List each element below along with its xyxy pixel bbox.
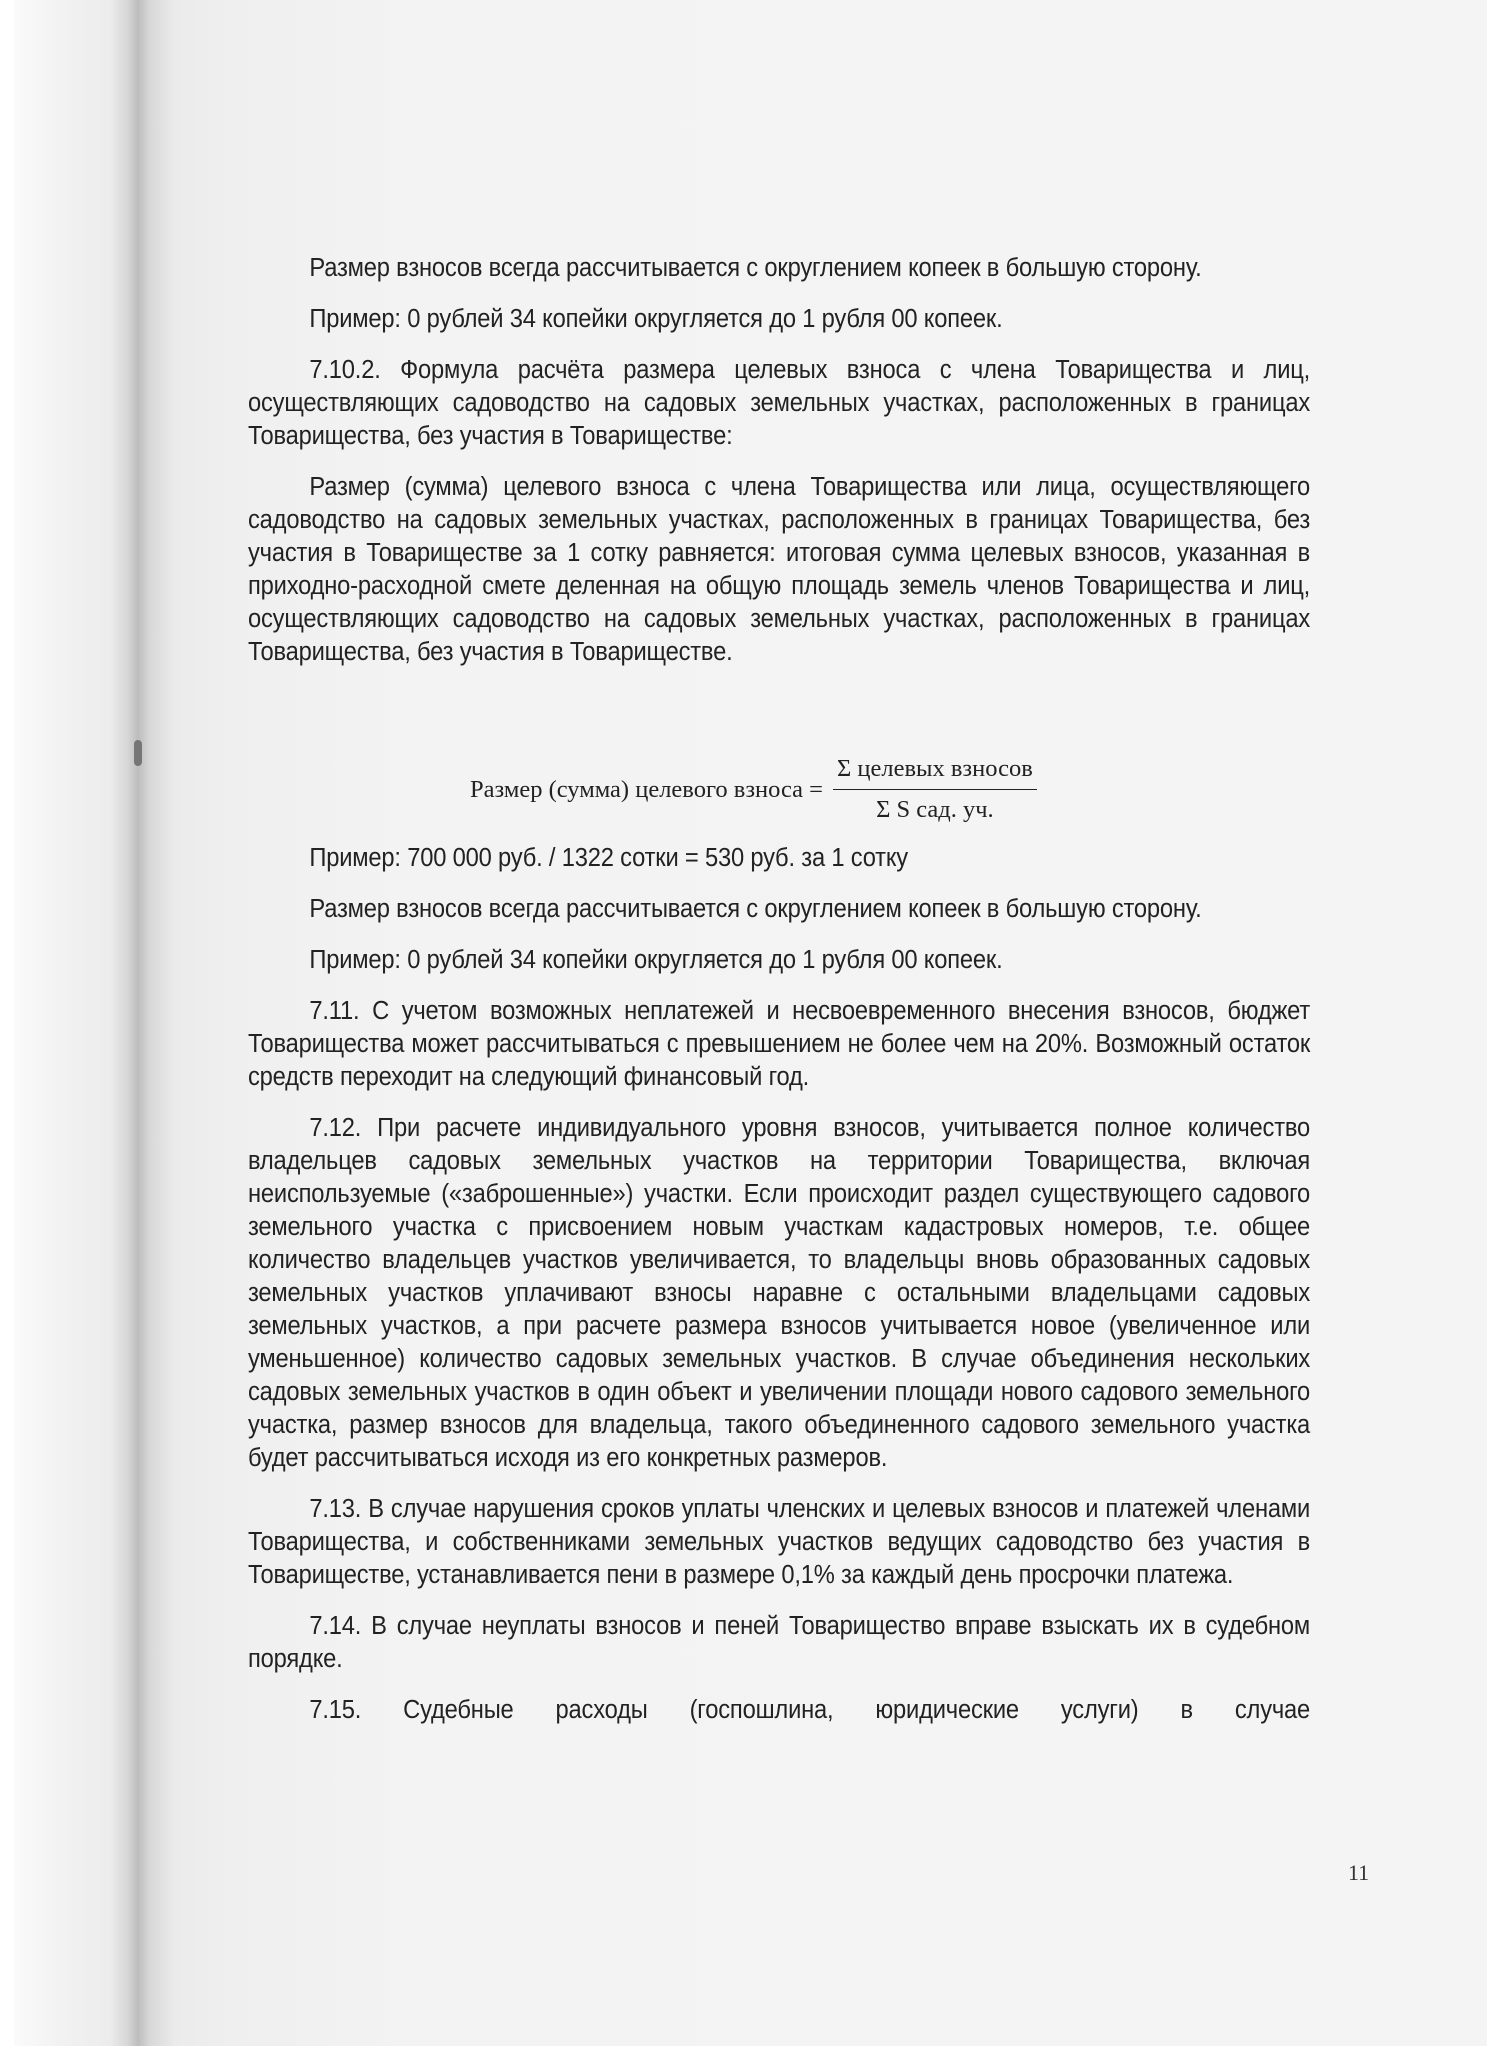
paragraph-rounding-note-2: Размер взносов всегда рассчитывается с округлением копеек в большую сторону. xyxy=(309,895,1202,923)
paragraph-calc-example: Пример: 700 000 руб. / 1322 сотки = 530 руб. за 1 сотку xyxy=(309,844,908,872)
text-block-top xyxy=(248,252,1310,687)
paragraph-7-10-2: 7.10.2. Формула расчёта размера целевых взноса с члена Товарищества и лиц, осуществляющих садоводство на садовых земельных участках, расположенных в границах Товарищества, без участия в Товариществе: xyxy=(248,356,1311,450)
page-number: 11 xyxy=(1348,1860,1370,1885)
formula-lhs: Размер (сумма) целевого взноса = xyxy=(470,775,823,803)
paragraph-rounding-example-2: Пример: 0 рублей 34 копейки округляется до 1 рубля 00 копеек. xyxy=(309,946,1003,974)
paragraph-7-14: 7.14. В случае неуплаты взносов и пеней Товарищество вправе взыскать их в судебном порядке. xyxy=(248,1612,1311,1673)
paragraph-rounding-example: Пример: 0 рублей 34 копейки округляется до 1 рубля 00 копеек. xyxy=(309,305,1003,333)
paragraph-target-fee-definition: Размер (сумма) целевого взноса с члена Товарищества или лица, осуществляющего садоводство на садовых земельных участках, расположенных в границах Товарищества, без участия в Товариществе за 1 сотку равняется: итоговая сумма целевых взносов, указанная в приходно-расходной смете деленная на общую площадь земель членов Товарищества и лиц, осуществляющих садоводство на садовых земельных участках, расположенных в границах Товарищества, без участия в Товариществе. xyxy=(248,473,1311,666)
paragraph-rounding-note: Размер взносов всегда рассчитывается с округлением копеек в большую сторону. xyxy=(309,254,1202,282)
text-block-bottom xyxy=(248,842,1310,1745)
paragraph-7-11: 7.11. С учетом возможных неплатежей и несвоевременного внесения взносов, бюджет Товарищества может рассчитываться с превышением не более чем на 20%. Возможный остаток средств переходит на следующий финансовый год. xyxy=(248,997,1311,1091)
formula-fraction xyxy=(833,755,1037,824)
paragraph-7-12: 7.12. При расчете индивидуального уровня взносов, учитывается полное количество владельцев садовых земельных участков на территории Товарищества, включая неиспользуемые («заброшенные») участки. Если происходит раздел существующего садового земельного участка с присвоением новым участкам кадастровых номеров, т.е. общее количество владельцев участков увеличивается, то владельцы вновь образованных садовых земельных участков уплачивают взносы наравне с остальными владельцами садовых земельных участков, а при расчете размера взносов учитывается новое (увеличенное или уменьшенное) количество садовых земельных участков. В случае объединения нескольких садовых земельных участков в один объект и увеличении площади нового садового земельного участка, размер взносов для владельца, такого объединенного садового земельного участка будет рассчитываться исходя из его конкретных размеров. xyxy=(248,1114,1311,1472)
binding-mark xyxy=(134,740,142,766)
formula xyxy=(470,755,1037,824)
paragraph-7-15: 7.15. Судебные расходы (госпошлина, юридические услуги) в случае xyxy=(309,1696,1311,1724)
formula-numerator: Σ целевых взносов xyxy=(833,755,1037,790)
paragraph-7-13: 7.13. В случае нарушения сроков уплаты членских и целевых взносов и платежей членами Товарищества, и собственниками земельных участков ведущих садоводство без участия в Товариществе, устанавливается пени в размере 0,1% за каждый день просрочки платежа. xyxy=(248,1495,1311,1589)
formula-denominator: Σ S сад. уч. xyxy=(876,796,994,823)
